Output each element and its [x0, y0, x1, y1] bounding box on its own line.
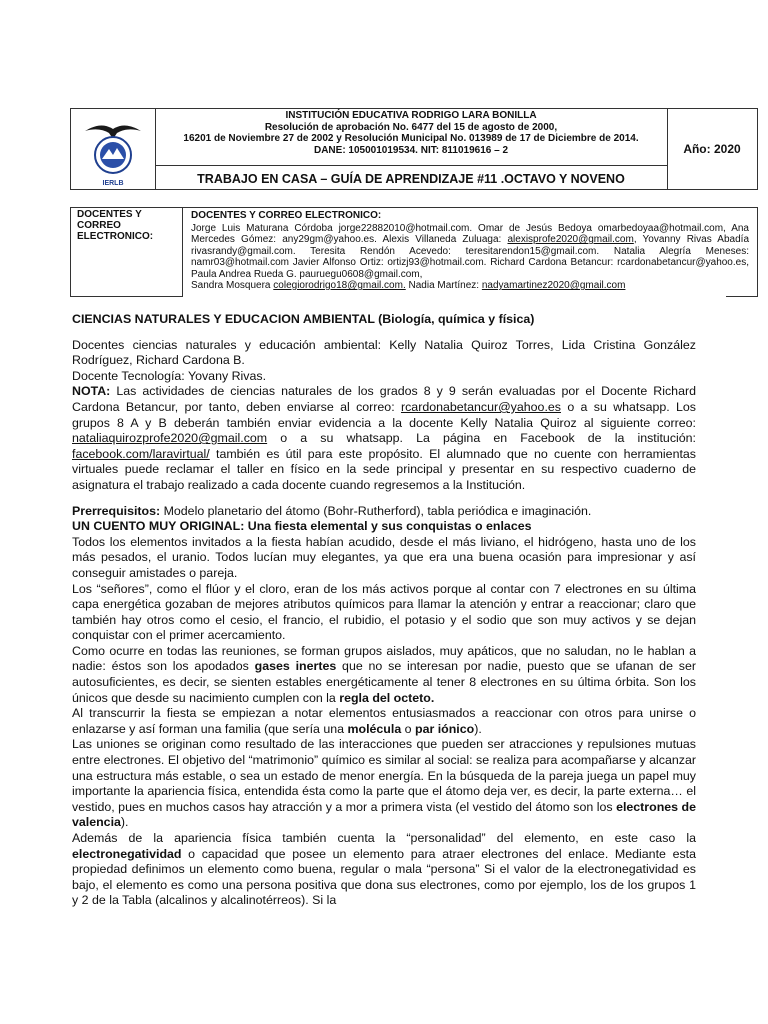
p5-electrones-valencia: electrones de valencia	[72, 799, 696, 830]
story-heading	[72, 519, 696, 535]
docentes-ciencias: Docentes ciencias naturales y educación ambiental: Kelly Natalia Quiroz Torres, Lida Cristina González Rodríguez, Richard Cardona B.	[72, 337, 696, 368]
teachers-contacts	[183, 207, 758, 297]
institution-name: INSTITUCIÓN EDUCATIVA RODRIGO LARA BONILLA	[285, 110, 537, 121]
p3-regla-octeto: regla del octeto.	[339, 690, 435, 705]
paragraph-1: Todos los elementos invitados a la fiesta habían acudido, desde el más liviano, el hidrógeno, hasta uno de los más pesados, el uranio. Todos lucían muy elegantes, ya que era una buena ocasión para impresionar y así conseguir amistades o pareja.	[72, 534, 696, 580]
prereq-label: Prerrequisitos:	[72, 503, 161, 518]
paragraph-3	[72, 644, 696, 706]
guide-title: TRABAJO EN CASA – GUÍA DE APRENDIZAJE #11 .OCTAVO Y NOVENO	[155, 165, 667, 186]
p5-text-c: ).	[120, 815, 129, 830]
dane-nit: DANE: 105001019534. NIT: 811019616 – 2	[313, 144, 509, 156]
teachers-heading: DOCENTES Y CORREO ELECTRONICO:	[191, 210, 382, 221]
paragraph-5	[72, 737, 696, 831]
prereq-text: Modelo planetario del átomo (Bohr-Rutherford), tabla periódica e imaginación.	[160, 503, 592, 518]
nota-label: NOTA:	[72, 384, 111, 399]
nota-text-3: o a su whatsapp. La página en Facebook de la institución:	[267, 431, 696, 446]
institution-block	[155, 110, 667, 156]
p5-text-a: Las uniones se originan como resultado de las interacciones que pueden ser atracciones y repulsiones mutuas entre electrones. El objetivo del “matrimonio” químico es similar al social: se realiza para acompañarse y alcanzar una estructura más estable, o sea un estado de menor energía. En la búsqueda de la pareja juega un papel muy importante la apariencia física, entendida ésta como la parte que el átomo deja ver, es decir, la parte externa… el vestido, pues en muchos casos hay atracción y a mor a primera vista (el vestido del átomo son los	[72, 737, 696, 814]
year-label: Año: 2020	[683, 142, 741, 156]
teachers-text-3: Sandra Mosquera	[191, 280, 274, 291]
teachers-text-1: Jorge Luis Maturana Córdoba jorge22882010@hotmail.com. Omar de Jesús Bedoya omarbedoyaa@hotmail.com, Ana Mercedes Gómez: any29gm@yahoo.es. Alexis Villaneda Zuluaga:	[191, 222, 749, 245]
teachers-label: DOCENTES Y CORREO ELECTRONICO:	[70, 207, 183, 297]
teachers-text-2: , Yovanny Rivas Abadía rivasrandy@gmail.com. Teresita Rendón Acevedo: teresitarendon15@gmail.com. Natalia Alegría Meneses: namr03@hotmail.com Javier Alfonso Ortiz: ortizj93@hotmail.com. Richard Cardona Betancur: rcardonabetancur@yahoo.es, Paula Andrea Rueda G. pauruegu0608@gmail.com,	[191, 234, 750, 280]
paragraph-2: Los “señores”, como el flúor y el cloro, eran de los más activos porque al contar con 7 electrones en su última capa energética gozaban de mejores atributos químicos para llamar la atención y entrar a reaccionar; claro que también hay otros como el cesio, el francio, el rubidio, el potasio y el sodio que son muy activos y se dejan conquistar con el primer acercamiento.	[72, 581, 696, 643]
email-link-sandra[interactable]: colegiorodrigo18@gmail.com.	[273, 280, 406, 291]
logo-text: IERLB	[102, 180, 124, 187]
paragraph-4	[72, 706, 696, 737]
p3-gases-inertes: gases inertes	[254, 659, 337, 674]
document-body	[72, 312, 696, 909]
nota-text-1: Las actividades de ciencias naturales de los grados 8 y 9 serán evaluadas por el Docente Richard Cardona Betancur, por tanto, deben enviarse al correo:	[72, 384, 696, 414]
email-link-rcardona[interactable]: rcardonabetancur@yahoo.es	[400, 399, 561, 414]
teachers-text-4: Nadia Martínez:	[405, 280, 482, 291]
teachers-table	[70, 207, 758, 297]
p6-electronegatividad: electronegatividad	[72, 846, 182, 861]
p4-text-e: ).	[474, 721, 482, 736]
prereq-paragraph	[72, 504, 696, 520]
facebook-link[interactable]: facebook.com/laravirtual/	[72, 446, 210, 461]
nota-paragraph	[72, 384, 696, 493]
p3-text-a: Como ocurre en todas las reuniones, se forman grupos aislados, muy apáticos, que no saludan, no le hablan a nadie: éstos son los apodados	[72, 643, 696, 674]
nota-text-2: o a su whatsapp. Los grupos 8 A y B deberán también enviar evidencia a la docente Kelly Natalia Quiroz al siguiente correo:	[72, 399, 696, 430]
email-link-natalia[interactable]: nataliaquirozprofe2020@gmail.com	[72, 431, 268, 446]
header-center	[155, 109, 668, 189]
table-rule	[726, 296, 758, 297]
story-title: Una fiesta elemental y sus conquistas o enlaces	[244, 519, 532, 534]
section-title: CIENCIAS NATURALES Y EDUCACION AMBIENTAL (Biología, química y física)	[72, 312, 535, 326]
header-table	[70, 108, 758, 190]
story-label: UN CUENTO MUY ORIGINAL:	[72, 519, 245, 534]
p4-par-ionico: par iónico	[415, 721, 475, 736]
email-link-nadia[interactable]: nadyamartinez2020@gmail.com	[481, 280, 626, 291]
p4-text-a: Al transcurrir la fiesta se empiezan a notar elementos entusiasmados a reaccionar con otros para unirse o enlazarse y así forman una familia (que sería una	[72, 706, 696, 736]
docente-tecnologia: Docente Tecnología: Yovany Rivas.	[72, 368, 267, 383]
spacer	[72, 494, 696, 504]
p3-text-c: que no se interesan por nadie, puesto que se ufanan de ser autosuficientes, es decir, se sienten estables energéticamente al tener 8 electrones en su última órbita. Son los únicos que desde su nacimiento cumplen con la	[72, 659, 696, 705]
p6-text-a: Además de la apariencia física también cuenta la “personalidad” del elemento, en este caso la	[72, 831, 696, 845]
p6-text-c: o capacidad que posee un elemento para atraer electrones del enlace. Mediante esta propiedad definimos un elemento como buena, regular o mala “persona” Si el valor de la electronegatividad es bajo, el elemento es como una persona positiva que dona sus electrones, como por ejemplo, los de los grupos 1 y 2 de la Tabla (alcalinos y alcalinotérreos). Si la	[72, 846, 696, 908]
resolution-line-1: Resolución de aprobación No. 6477 del 15 de agosto de 2000,	[264, 121, 558, 133]
email-link-alexis[interactable]: alexisprofe2020@gmail.com	[507, 234, 634, 245]
paragraph-6	[72, 831, 696, 909]
p4-text-c: o	[401, 721, 415, 736]
resolution-line-2: 16201 de Noviembre 27 de 2002 y Resolución Municipal No. 013989 de 17 de Diciembre de 2014.	[183, 133, 639, 144]
p4-molecula: molécula	[347, 721, 402, 736]
nota-text-4: también es útil para este propósito. El alumnado que no cuente con herramientas virtuales puede reclamar el taller en físico en la sede principal y presentar en su respectivo cuaderno de asignatura el trabajo realizado a cada docente cuando regresemos a la Institución.	[72, 446, 696, 492]
logo-cell	[71, 109, 156, 189]
school-logo	[71, 109, 155, 189]
